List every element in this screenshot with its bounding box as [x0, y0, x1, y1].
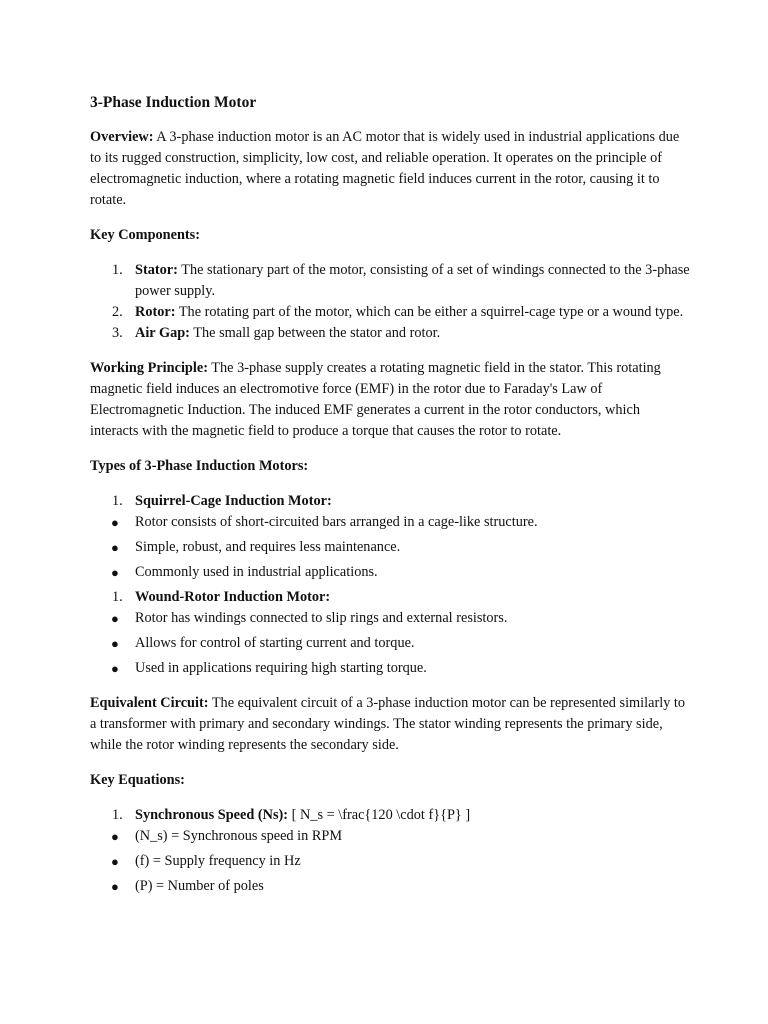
bullet-item — [90, 876, 690, 897]
list-number: 2. — [112, 304, 123, 320]
equivalent-circuit-label: Equivalent Circuit: — [90, 695, 209, 711]
list-item-text: The stationary part of the motor, consisting of a set of windings connected to the 3-phase power supply. — [135, 262, 690, 299]
list-item — [90, 323, 690, 344]
bullet-text: (f) = Supply frequency in Hz — [135, 853, 301, 869]
bullet-item — [90, 512, 690, 533]
type-item — [90, 587, 690, 608]
bullet-item — [90, 562, 690, 583]
bullet-text: Simple, robust, and requires less maintenance. — [135, 539, 401, 555]
list-number: 3. — [112, 325, 123, 341]
bullet-icon: ● — [111, 879, 119, 894]
key-equations-list — [90, 805, 690, 897]
bullet-item — [90, 826, 690, 847]
bullet-item — [90, 608, 690, 629]
document-page — [90, 92, 690, 901]
bullet-icon: ● — [111, 540, 119, 555]
key-components-list — [90, 260, 690, 344]
list-item-text: The small gap between the stator and rotor. — [189, 325, 441, 341]
equivalent-circuit-text: The equivalent circuit of a 3-phase induction motor can be represented similarly to a transformer with primary and secondary windings. The stator winding represents the primary side, while the rotor winding represents the secondary side. — [90, 695, 686, 753]
list-number: 1. — [112, 493, 123, 509]
type-label: Squirrel-Cage Induction Motor: — [135, 493, 332, 509]
key-components-heading: Key Components: — [90, 227, 201, 243]
bullet-item — [90, 658, 690, 679]
bullet-text: Rotor has windings connected to slip rings and external resistors. — [135, 610, 508, 626]
bullet-text: (N_s) = Synchronous speed in RPM — [135, 828, 343, 844]
overview-text: A 3-phase induction motor is an AC motor that is widely used in industrial applications due to its rugged construction, simplicity, low cost, and reliable operation. It operates on the principle of electromagnetic induction, where a rotating magnetic field induces current in the rotor, causing it to rotate. — [90, 129, 680, 208]
list-item — [90, 302, 690, 323]
working-principle-paragraph — [90, 358, 690, 442]
bullet-item — [90, 633, 690, 654]
list-item-label: Air Gap: — [135, 325, 190, 341]
list-item-text: The rotating part of the motor, which can be either a squirrel-cage type or a wound type. — [175, 304, 684, 320]
type-item — [90, 491, 690, 512]
page-title: 3-Phase Induction Motor — [90, 94, 257, 111]
equation-text: [ N_s = \frac{120 \cdot f}{P} ] — [288, 807, 471, 823]
list-item-label: Stator: — [135, 262, 178, 278]
list-item-label: Rotor: — [135, 304, 176, 320]
bullet-icon: ● — [111, 661, 119, 676]
type-label: Wound-Rotor Induction Motor: — [135, 589, 331, 605]
types-heading: Types of 3-Phase Induction Motors: — [90, 458, 309, 474]
list-number: 1. — [112, 807, 123, 823]
bullet-item — [90, 537, 690, 558]
bullet-text: Used in applications requiring high starting torque. — [135, 660, 427, 676]
equivalent-circuit-paragraph — [90, 693, 690, 756]
bullet-item — [90, 851, 690, 872]
overview-paragraph — [90, 127, 690, 211]
working-principle-label: Working Principle: — [90, 360, 208, 376]
list-item — [90, 260, 690, 302]
bullet-text: Commonly used in industrial applications. — [135, 564, 378, 580]
list-number: 1. — [112, 589, 123, 605]
bullet-icon: ● — [111, 854, 119, 869]
equation-label: Synchronous Speed (Ns): — [135, 807, 289, 823]
key-equations-heading: Key Equations: — [90, 772, 185, 788]
bullet-text: (P) = Number of poles — [135, 878, 264, 894]
bullet-text: Allows for control of starting current and torque. — [135, 635, 415, 651]
bullet-text: Rotor consists of short-circuited bars arranged in a cage-like structure. — [135, 514, 538, 530]
equation-item — [90, 805, 690, 826]
overview-label: Overview: — [90, 129, 154, 145]
bullet-icon: ● — [111, 636, 119, 651]
bullet-icon: ● — [111, 829, 119, 844]
bullet-icon: ● — [111, 515, 119, 530]
list-number: 1. — [112, 262, 123, 278]
working-principle-text: The 3-phase supply creates a rotating magnetic field in the stator. This rotating magnetic field induces an electromotive force (EMF) in the rotor due to Faraday's Law of Electromagnetic Induction. The induced EMF generates a current in the rotor conductors, which interacts with the magnetic field to produce a torque that causes the rotor to rotate. — [90, 360, 661, 439]
types-list — [90, 491, 690, 679]
bullet-icon: ● — [111, 611, 119, 626]
bullet-icon: ● — [111, 565, 119, 580]
